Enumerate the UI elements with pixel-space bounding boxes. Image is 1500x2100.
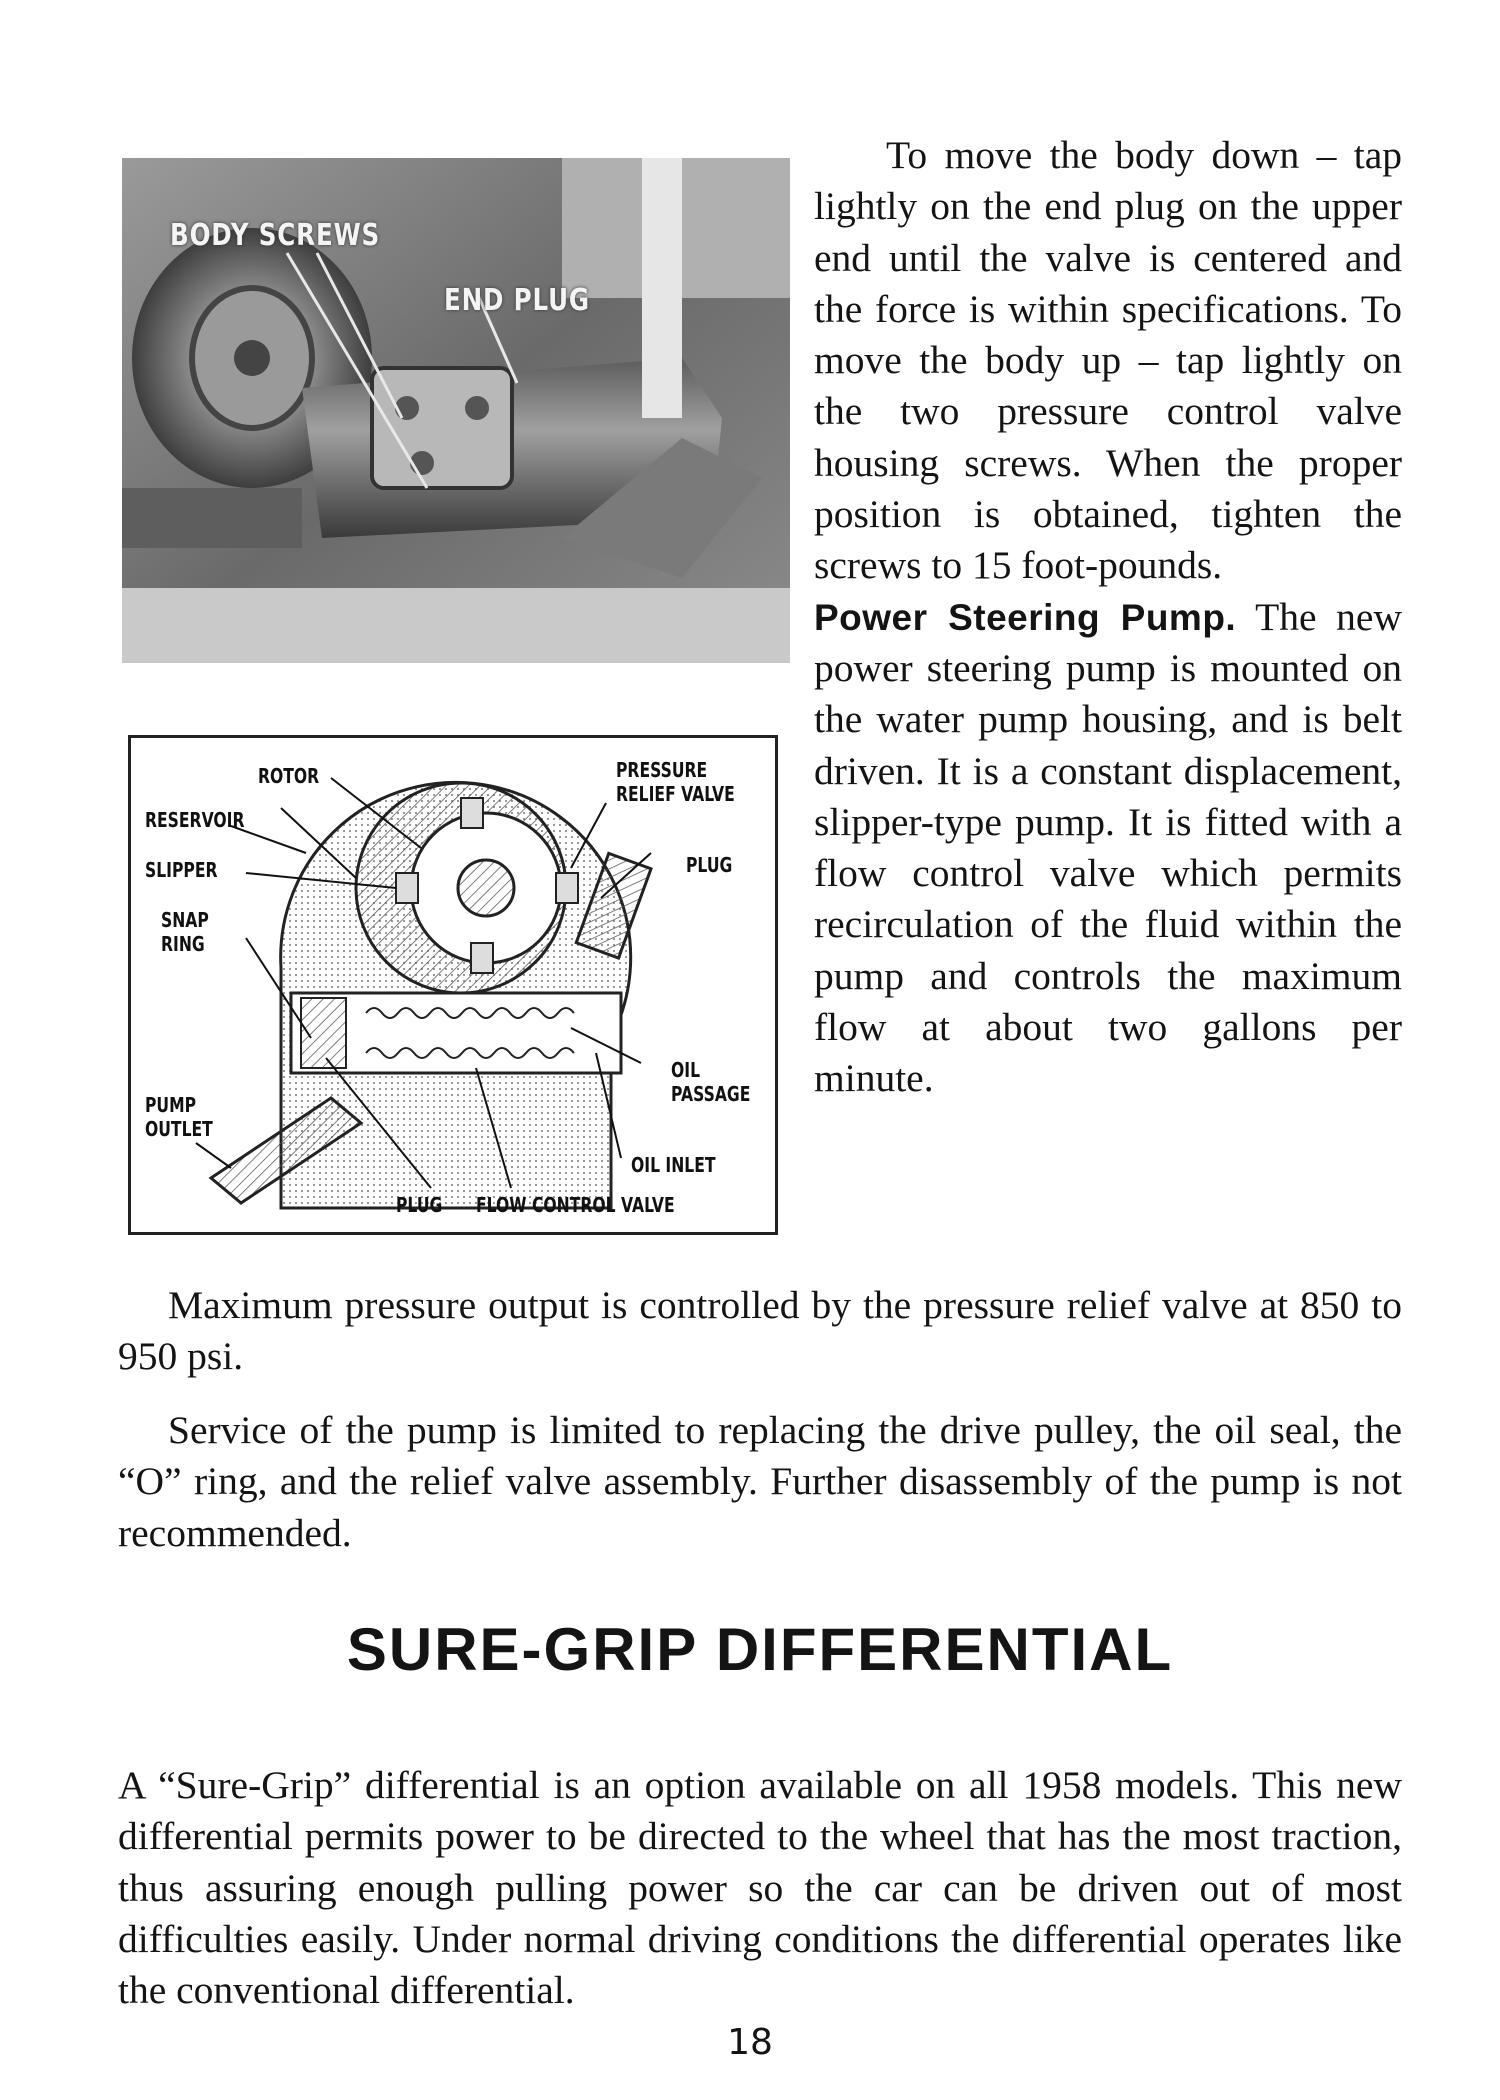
pump-outlet-label: PUMP OUTLET <box>145 1093 213 1141</box>
snap-ring-label: SNAP RING <box>161 908 209 956</box>
section-heading: SURE-GRIP DIFFERENTIAL <box>346 1616 1174 1683</box>
right-column-text <box>814 130 1402 1105</box>
rotor-label: ROTOR <box>258 764 320 788</box>
power-steering-pump-paragraph <box>814 592 1402 1105</box>
pump-cutaway-diagram <box>128 735 778 1235</box>
plug-bottom-label: PLUG <box>396 1193 443 1217</box>
power-steering-pump-text: The new power steering pump is mounted on the water pump housing, and is belt driven. It is a constant displacement, slipper-type pump. It is fitted with a flow control valve which permits recirculation of the fluid within the pump and controls the maximum flow at about two gallons per minute. <box>814 594 1402 1101</box>
oil-inlet-label: OIL INLET <box>631 1153 716 1177</box>
pressure-output-paragraph: Maximum pressure output is controlled by the pressure relief valve at 850 to 950 psi. <box>118 1283 1402 1379</box>
end-plug-label: END PLUG <box>444 283 590 318</box>
pressure-relief-valve-label: PRESSURE RELIEF VALVE <box>616 758 735 806</box>
slipper-label: SLIPPER <box>145 858 218 882</box>
sure-grip-paragraph: A “Sure-Grip” differential is an option available on all 1958 models. This new differential permits power to be directed to the wheel that has the most traction, thus assuring enough pulling power so the car can be driven out of most difficulties easily. Under normal driving conditions the differential operates like the conventional differential. <box>118 1763 1402 2013</box>
service-paragraph: Service of the pump is limited to replacing the drive pulley, the oil seal, the “O” ring, and the relief valve assembly. Further disassembly of the pump is not recommended. <box>118 1408 1402 1555</box>
reservoir-label: RESERVOIR <box>145 808 245 832</box>
oil-passage-label: OIL PASSAGE <box>671 1058 751 1106</box>
page-number: 18 <box>727 2022 773 2063</box>
power-steering-pump-heading: Power Steering Pump. <box>814 596 1237 638</box>
steering-gear-photo <box>122 158 790 663</box>
body-screws-label: BODY SCREWS <box>170 218 381 253</box>
flow-control-valve-label: FLOW CONTROL VALVE <box>476 1193 675 1217</box>
plug-top-label: PLUG <box>686 853 733 877</box>
body-adjustment-paragraph: To move the body down – tap lightly on the end plug on the upper end until the valve is centered and the force is within specifications. To move the body up – tap lightly on the two pressure control valve housing screws. When the proper position is obtained, tighten the screws to 15 foot-pounds. <box>814 133 1402 588</box>
